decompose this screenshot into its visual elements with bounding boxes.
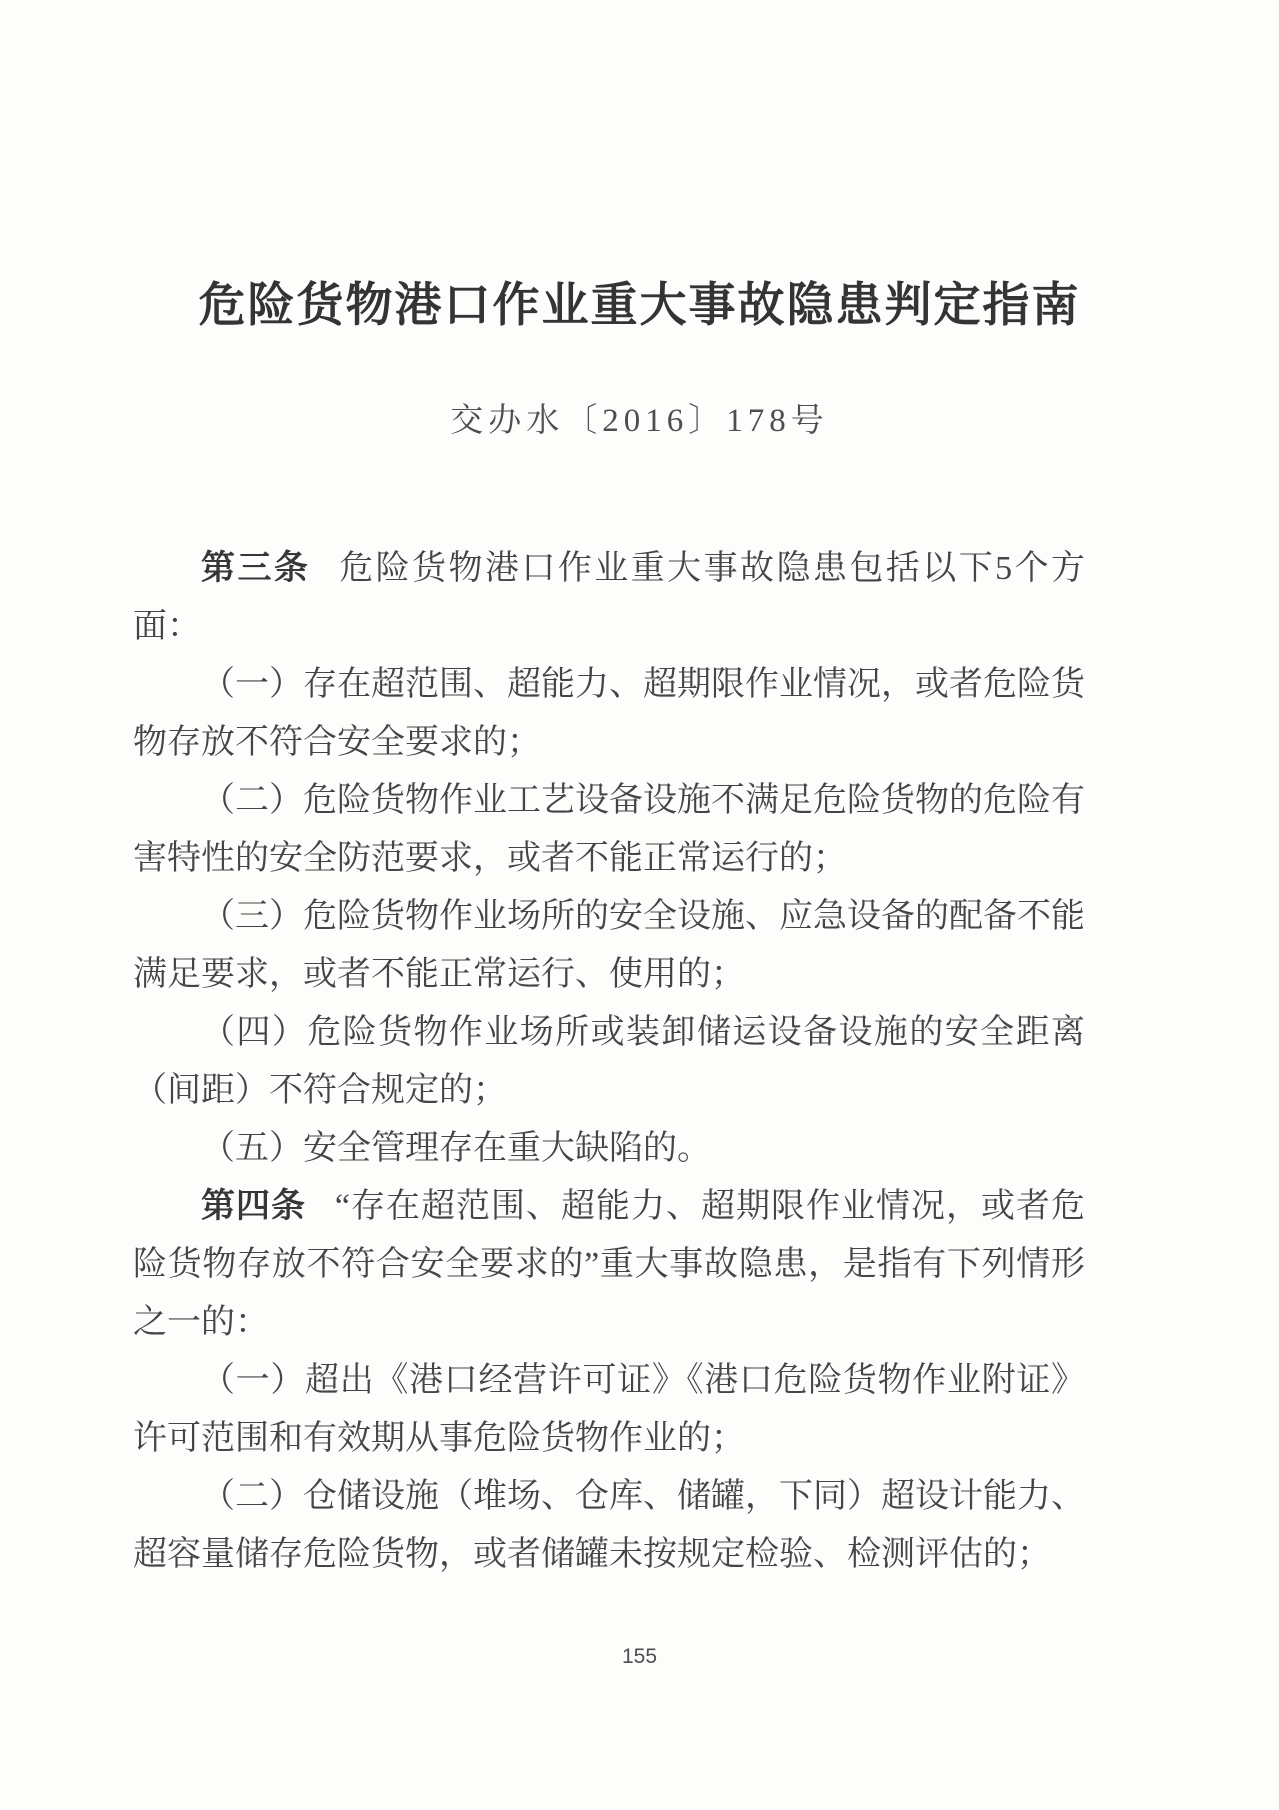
body-paragraph bbox=[133, 1004, 1085, 1120]
article-number-lead: 第三条 bbox=[201, 550, 311, 587]
body-paragraph bbox=[133, 1468, 1085, 1584]
body-paragraph bbox=[133, 1120, 1085, 1178]
article-number-lead: 第四条 bbox=[201, 1188, 307, 1225]
document-body bbox=[133, 540, 1085, 1584]
paragraph-text: （一）超出《港口经营许可证》《港口危险货物作业附证》许可范围和有效期从事危险货物作业的； bbox=[133, 1362, 1085, 1457]
body-paragraph bbox=[133, 772, 1085, 888]
paragraph-text: （三）危险货物作业场所的安全设施、应急设备的配备不能满足要求，或者不能正常运行、使用的； bbox=[133, 898, 1085, 993]
body-paragraph bbox=[133, 656, 1085, 772]
paragraph-text: （一）存在超范围、超能力、超期限作业情况，或者危险货物存放不符合安全要求的； bbox=[133, 666, 1085, 761]
document-number: 交办水〔2016〕178号 bbox=[450, 403, 829, 439]
body-paragraph bbox=[133, 540, 1085, 656]
document-title: 危险货物港口作业重大事故隐患判定指南 bbox=[198, 280, 1081, 332]
paragraph-text: “存在超范围、超能力、超期限作业情况，或者危险货物存放不符合安全要求的”重大事故隐患，是指有下列情形之一的： bbox=[133, 1188, 1086, 1341]
body-paragraph bbox=[133, 1178, 1085, 1352]
paragraph-text: （二）危险货物作业工艺设备设施不满足危险货物的危险有害特性的安全防范要求，或者不能正常运行的； bbox=[133, 782, 1085, 877]
page-number: 155 bbox=[621, 1645, 658, 1668]
body-paragraph bbox=[133, 888, 1085, 1004]
paragraph-text: （四）危险货物作业场所或装卸储运设备设施的安全距离（间距）不符合规定的； bbox=[133, 1014, 1085, 1109]
paragraph-text: 危险货物港口作业重大事故隐患包括以下5个方面： bbox=[133, 550, 1086, 645]
body-paragraph bbox=[133, 1352, 1085, 1468]
paragraph-text: （五）安全管理存在重大缺陷的。 bbox=[201, 1130, 711, 1167]
paragraph-text: （二）仓储设施（堆场、仓库、储罐，下同）超设计能力、超容量储存危险货物，或者储罐未按规定检验、检测评估的； bbox=[133, 1478, 1085, 1573]
